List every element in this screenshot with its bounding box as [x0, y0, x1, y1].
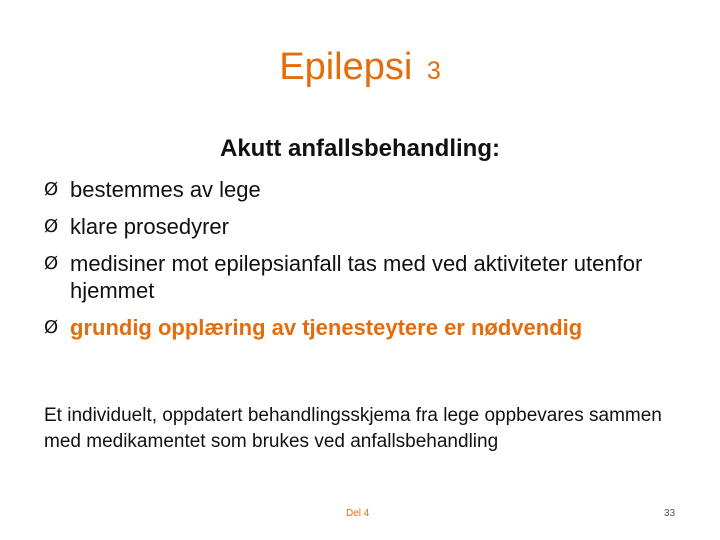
bullet-item — [44, 213, 694, 240]
slide-subtitle: Akutt anfallsbehandling: — [219, 135, 500, 162]
bullet-item — [44, 250, 694, 304]
bullet-list — [44, 176, 694, 351]
bullet-text: klare prosedyrer — [70, 214, 229, 239]
arrow-bullet-icon: Ø — [44, 253, 59, 274]
bullet-text: bestemmes av lege — [70, 177, 261, 202]
bullet-text: medisiner mot epilepsianfall tas med ved aktiviteter utenfor hjemmet — [70, 251, 643, 303]
slide-title-text: Epilepsi — [279, 46, 413, 88]
footer-label: Del 4 — [346, 508, 370, 519]
page-number: 33 — [664, 508, 676, 519]
note-paragraph: Et individuelt, oppdatert behandlingsskjema fra lege oppbevares sammen med medikamentet som brukes ved anfallsbehandling — [44, 405, 662, 452]
bullet-item — [44, 176, 694, 203]
arrow-bullet-icon: Ø — [44, 216, 59, 237]
arrow-bullet-icon: Ø — [44, 317, 59, 338]
arrow-bullet-icon: Ø — [44, 179, 59, 200]
bullet-text: grundig opplæring av tjenesteytere er nødvendig — [70, 315, 583, 340]
bullet-item-highlighted — [44, 314, 694, 341]
slide-title-number: 3 — [426, 57, 441, 85]
slide-title — [0, 44, 720, 94]
